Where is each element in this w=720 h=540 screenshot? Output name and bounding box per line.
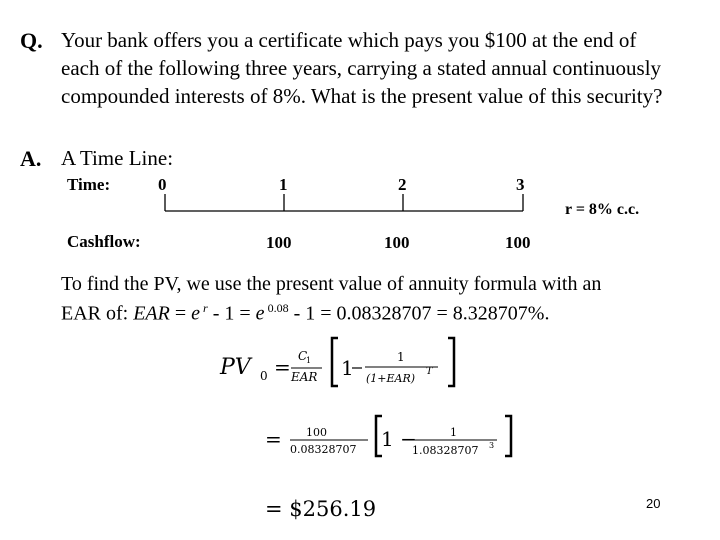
- formula-substituted: [260, 410, 530, 470]
- formula-one-num: 1: [397, 350, 405, 364]
- question-label: Q.: [20, 28, 43, 53]
- formula-num-1: 1: [450, 426, 457, 439]
- formula-one-minus: 1 −: [381, 427, 417, 451]
- formula-den-1: (1+EAR): [366, 372, 416, 385]
- formula-equals-1: =: [274, 355, 291, 379]
- timeline-axis: [150, 190, 540, 220]
- page-number: 20: [646, 496, 661, 511]
- formula-pv-symbol: PV: [220, 355, 251, 380]
- question-line-3: compounded interests of 8%. What is the present value of this security?: [61, 84, 663, 108]
- question-line-2: each of the following three years, carrying a stated annual continuously: [61, 56, 662, 80]
- formula-equals-2: =: [265, 427, 282, 451]
- formula-c: C: [298, 349, 308, 363]
- cashflow-2: 100: [384, 233, 410, 252]
- timeline-tick-1: 1: [279, 175, 288, 194]
- formula-pv-subscript: 0: [260, 369, 268, 383]
- answer-label: A.: [20, 146, 42, 171]
- cashflow-1: 100: [266, 233, 292, 252]
- formula-pv-annuity: [210, 330, 470, 390]
- formula-ear: EAR: [291, 370, 318, 384]
- explanation-line-1: To find the PV, we use the present value of annuity formula with an: [61, 273, 602, 295]
- timeline-tick-3: 3: [516, 175, 525, 194]
- timeline-time-label: Time:: [67, 175, 111, 194]
- formula-c-subscript: 1: [306, 356, 312, 365]
- formula-num-100: 100: [306, 426, 327, 439]
- timeline-tick-2: 2: [398, 175, 407, 194]
- formula-one-1: 1: [341, 356, 354, 380]
- rate-label: r = 8% c.c.: [565, 201, 640, 218]
- timeline-cashflow-label: Cashflow:: [67, 232, 141, 251]
- formula-den-pow-superscript: 3: [489, 441, 495, 450]
- formula-t-superscript: T: [426, 366, 433, 377]
- formula-den-ear: 0.08328707: [290, 443, 357, 456]
- formula-den-pow: 1.08328707: [412, 444, 479, 457]
- timeline-tick-0: 0: [158, 175, 167, 194]
- question-line-1: Your bank offers you a certificate which pays you $100 at the end of: [61, 28, 637, 52]
- explanation-line-2: EAR of: EAR = e $^r$ - 1 = e $^{0.08}$ - 1 = 0.08328707 = 8.328707%.: [61, 301, 550, 325]
- formula-result: = $256.19: [265, 497, 377, 521]
- cashflow-3: 100: [505, 233, 531, 252]
- answer-title: A Time Line:: [61, 146, 174, 170]
